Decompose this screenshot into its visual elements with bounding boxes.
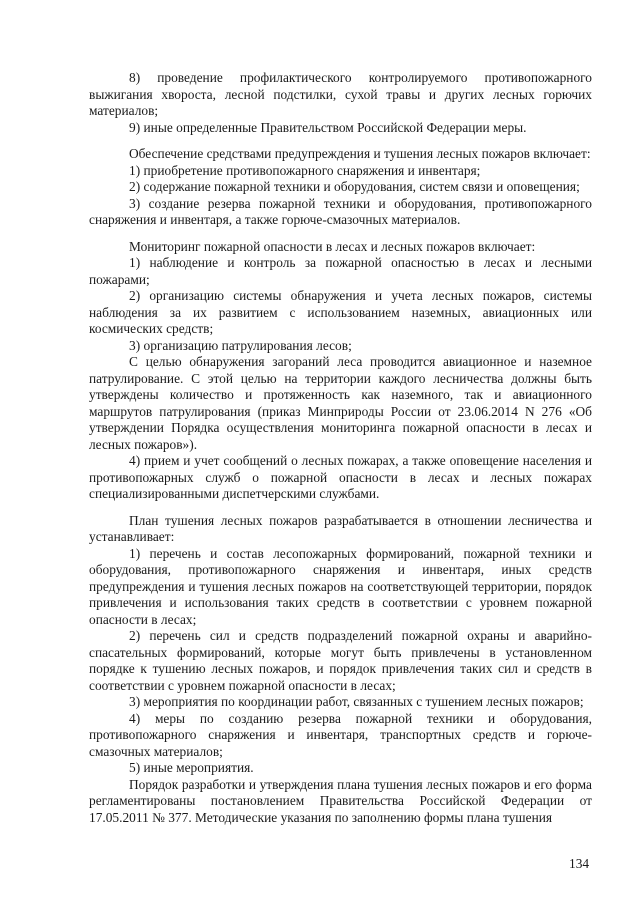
paragraph-monitoring-2: 2) организацию системы обнаружения и учета лесных пожаров, системы наблюдения за их развитием с использованием наземных, авиационных или космических средств; — [89, 288, 592, 336]
paragraph-fire-means-intro: Обеспечение средствами предупреждения и тушения лесных пожаров включает: — [129, 146, 591, 161]
paragraph-plan-1: 1) перечень и состав лесопожарных формирований, пожарной техники и оборудования, противопожарного снаряжения и инвентаря, иных средств предупреждения и тушения лесных пожаров на соответствующей территории, порядок привлечения и использования таких средств в соответствии с уровнем пожарной опасности в лесах; — [89, 545, 592, 627]
paragraph-means-2: 2) содержание пожарной техники и оборудования, систем связи и оповещения; — [129, 179, 580, 194]
paragraph-monitoring-1: 1) наблюдение и контроль за пожарной опасностью в лесах и лесными пожарами; — [89, 255, 592, 287]
paragraph-monitoring-4: 4) прием и учет сообщений о лесных пожарах, а также оповещение населения и противопожарных служб о пожарной опасности в лесах и лесных пожарах специализированными диспетчерскими службами. — [89, 453, 592, 501]
paragraph-monitoring-intro: Мониторинг пожарной опасности в лесах и лесных пожаров включает: — [129, 238, 536, 254]
paragraph-patrol: С целью обнаружения загораний леса проводится авиационное и наземное патрулирование. С этой целью на территории каждого лесничества должны быть утверждены количество и протяженность как наземного, так и авиационного маршрутов патрулирования (приказ Минприроды России от 23.06.2014 N 276 «Об утверждении Порядка осуществления мониторинга пожарной опасности в лесах и лесных пожаров»). — [89, 354, 592, 452]
paragraph-means-1: 1) приобретение противопожарного снаряжения и инвентаря; — [129, 162, 481, 178]
paragraph-item-9: 9) иные определенные Правительством Российской Федерации меры. — [129, 119, 527, 135]
paragraph-plan-intro: План тушения лесных пожаров разрабатывается в отношении лесничества и устанавливает: — [89, 512, 592, 544]
paragraph-plan-2: 2) перечень сил и средств подразделений пожарной охраны и аварийно-спасательных формирований, которые могут быть привлечены в установленном порядке к тушению лесных пожаров, и порядок привлечения таких сил и средств в соответствии с уровнем пожарной опасности в лесах; — [89, 628, 592, 693]
paragraph-monitoring-3: 3) организацию патрулирования лесов; — [129, 337, 352, 353]
paragraph-means-3: 3) создание резерва пожарной техники и оборудования, противопожарного снаряжения и инвентаря, а также горюче-смазочных материалов. — [89, 195, 592, 227]
paragraph-item-8: 8) проведение профилактического контролируемого противопожарного выжигания хвороста, лесной подстилки, сухой травы и других лесных горючих материалов; — [89, 70, 592, 118]
paragraph-plan-5: 5) иные мероприятия. — [129, 760, 254, 775]
paragraph-plan-4: 4) меры по созданию резерва пожарной техники и оборудования, противопожарного снаряжения и инвентаря, транспортных средств и горюче-смазочных материалов; — [89, 710, 592, 759]
page-number: 134 — [569, 856, 590, 871]
paragraph-plan-procedure: Порядок разработки и утверждения плана тушения лесных пожаров и его форма регламентированы постановлением Правительства Российской Федерации от 17.05.2011 № 377. Методические указания по заполнению формы плана тушения — [89, 776, 592, 825]
paragraph-plan-3: 3) мероприятия по координации работ, связанных с тушением лесных пожаров; — [129, 694, 584, 709]
